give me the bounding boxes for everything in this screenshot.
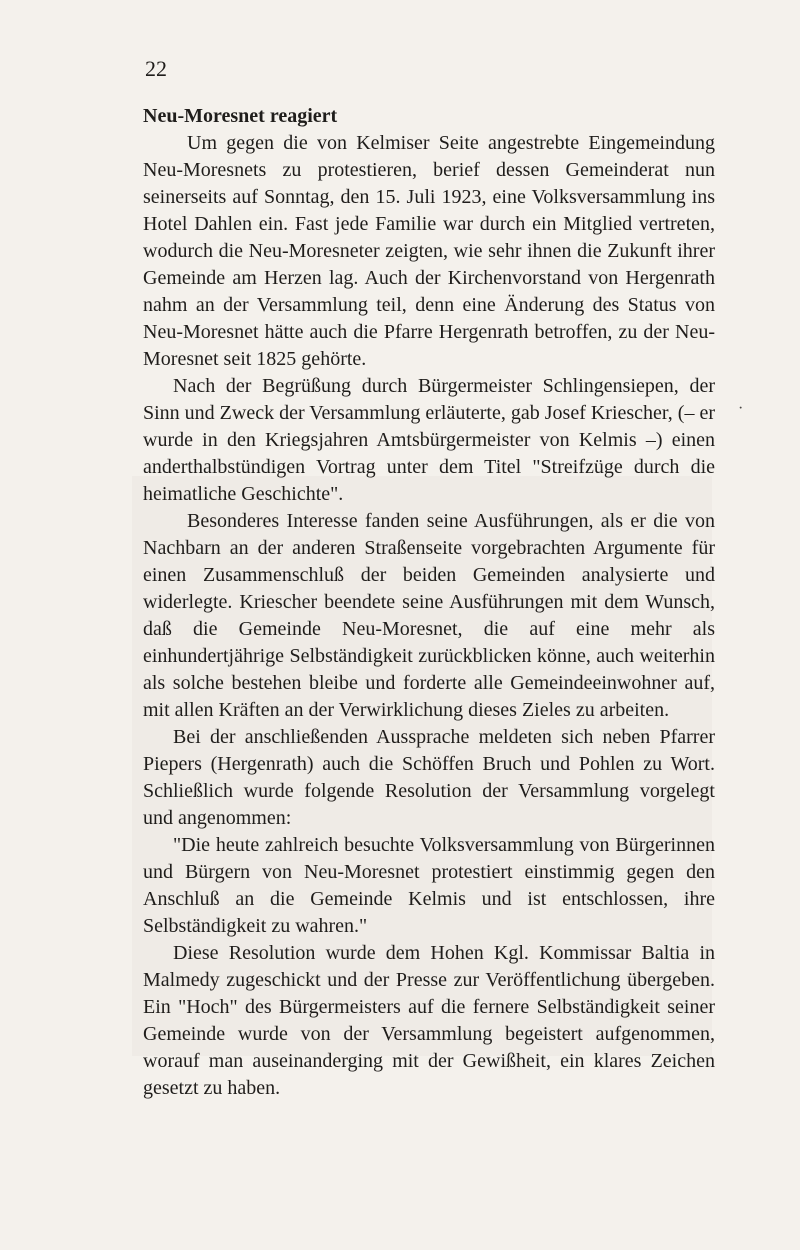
paragraph-1: Um gegen die von Kelmiser Seite angestrebte Eingemeindung Neu-Moresnets zu protestieren, berief dessen Gemeinderat nun seinerseits auf Sonntag, den 15. Juli 1923, eine Volksversammlung ins Hotel Dahlen ein. Fast jede Familie war durch ein Mitglied vertreten, wodurch die Neu-Moresneter zeigten, wie sehr ihnen die Zukunft ihrer Gemeinde am Herzen lag. Auch der Kirchenvorstand von Hergenrath nahm an der Versammlung teil, denn eine Änderung des Status von Neu-Moresnet hätte auch die Pfarre Hergenrath betroffen, zu der Neu-Moresnet seit 1825 gehörte. xyxy=(143,132,715,370)
paragraph-2: Nach der Begrüßung durch Bürgermeister Schlingensiepen, der Sinn und Zweck der Versammlung erläuterte, gab Josef Kriescher, (– er wurde in den Kriegsjahren Amtsbürgermeister von Kelmis –) einen anderthalbstündigen Vortrag unter dem Titel "Streifzüge durch die heimatliche Geschichte". xyxy=(143,375,715,505)
paragraph-4: Bei der anschließenden Aussprache meldeten sich neben Pfarrer Piepers (Hergenrath) auch die Schöffen Bruch und Pohlen zu Wort. Schließlich wurde folgende Resolution der Versammlung vorgelegt und angenommen: xyxy=(143,726,715,829)
section-heading: Neu-Moresnet reagiert xyxy=(143,105,338,127)
resolution-quote: "Die heute zahlreich besuchte Volksversammlung von Bürgerinnen und Bürgern von Neu-Moresnet protestiert einstimmig gegen den Anschluß an die Gemeinde Kelmis und ist entschlossen, ihre Selbständigkeit zu wahren." xyxy=(143,834,715,937)
paragraph-6: Diese Resolution wurde dem Hohen Kgl. Kommissar Baltia in Malmedy zugeschickt und der Presse zur Veröffentlichung übergeben. Ein "Hoch" des Bürgermeisters auf die fernere Selbständigkeit seiner Gemeinde wurde von der Versammlung begeistert aufgenommen, worauf man auseinanderging mit der Gewißheit, ein klares Zeichen gesetzt zu haben. xyxy=(143,942,715,1099)
document-page xyxy=(143,54,715,1102)
page-number: 22 xyxy=(145,56,167,81)
margin-dot: · xyxy=(738,400,744,417)
paragraph-3: Besonderes Interesse fanden seine Ausführungen, als er die von Nachbarn an der anderen Straßenseite vorgebrachten Argumente für einen Zusammenschluß der beiden Gemeinden analysierte und widerlegte. Kriescher beendete seine Ausführungen mit dem Wunsch, daß die Gemeinde Neu-Moresnet, die auf eine mehr als einhundertjährige Selbständigkeit zurückblicken könne, auch weiterhin als solche bestehen bleibe und forderte alle Gemeindeeinwohner auf, mit allen Kräften an der Verwirklichung dieses Zieles zu arbeiten. xyxy=(143,510,715,721)
